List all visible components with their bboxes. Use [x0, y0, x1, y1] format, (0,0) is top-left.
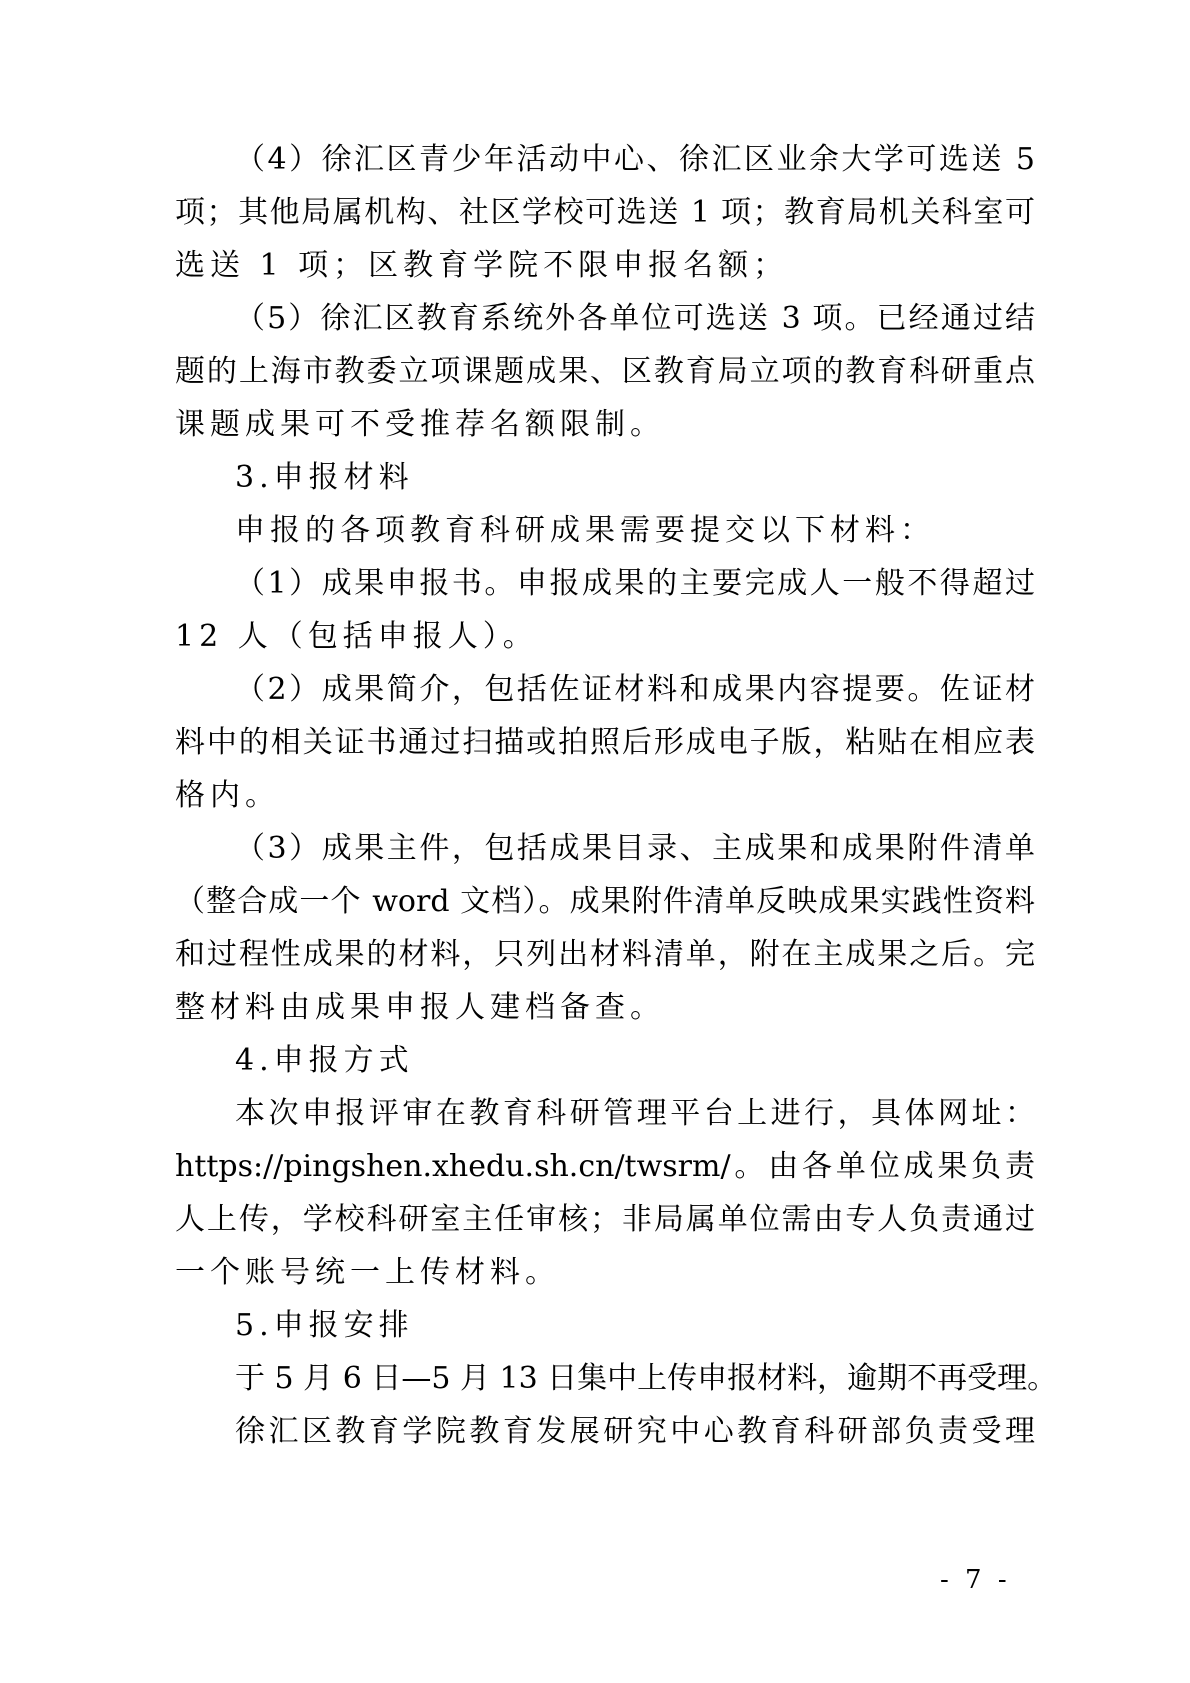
text-line-14: （3）成果主件，包括成果目录、主成果和成果附件清单 [235, 831, 1035, 866]
text-line-4: （5）徐汇区教育系统外各单位可选送 3 项。已经通过结 [235, 301, 1035, 336]
text-line-21: 人上传，学校科研室主任审核；非局属单位需由专人负责通过 [175, 1202, 1035, 1237]
text-line-5: 题的上海市教委立项课题成果、区教育局立项的教育科研重点 [175, 354, 1035, 389]
text-line-2: 项；其他局属机构、社区学校可选送 1 项；教育局机关科室可 [175, 195, 1035, 230]
text-line-9: （1）成果申报书。申报成果的主要完成人一般不得超过 [235, 566, 1035, 601]
text-line-19: 本次申报评审在教育科研管理平台上进行，具体网址： [235, 1096, 1035, 1131]
page-number: - 7 - [940, 1565, 1011, 1595]
section-heading-3: 3.申报材料 [235, 460, 414, 495]
text-line-16: 和过程性成果的材料，只列出材料清单，附在主成果之后。完 [175, 937, 1035, 972]
text-line-17: 整材料由成果申报人建档备查。 [175, 990, 665, 1025]
text-line-12: 料中的相关证书通过扫描或拍照后形成电子版，粘贴在相应表 [175, 725, 1035, 760]
section-heading-4: 4.申报方式 [235, 1043, 414, 1078]
text-line-10: 12 人（包括申报人）。 [175, 619, 538, 654]
text-line-20: https://pingshen.xhedu.sh.cn/twsrm/。由各单位成果负责 [175, 1149, 1035, 1184]
text-line-15: （整合成一个 word 文档）。成果附件清单反映成果实践性资料 [175, 884, 1035, 919]
text-line-11: （2）成果简介，包括佐证材料和成果内容提要。佐证材 [235, 672, 1035, 707]
text-line-1: （4）徐汇区青少年活动中心、徐汇区业余大学可选送 5 [235, 142, 1035, 177]
text-line-3: 选送 1 项；区教育学院不限申报名额； [175, 248, 789, 283]
section-heading-5: 5.申报安排 [235, 1308, 414, 1343]
text-line-8: 申报的各项教育科研成果需要提交以下材料： [235, 513, 935, 548]
text-line-25: 徐汇区教育学院教育发展研究中心教育科研部负责受理 [235, 1414, 1035, 1449]
text-line-6: 课题成果可不受推荐名额限制。 [175, 407, 665, 442]
text-line-13: 格内。 [175, 778, 280, 813]
text-line-22: 一个账号统一上传材料。 [175, 1255, 560, 1290]
text-line-24: 于 5 月 6 日—5 月 13 日集中上传申报材料，逾期不再受理。 [235, 1361, 1058, 1396]
